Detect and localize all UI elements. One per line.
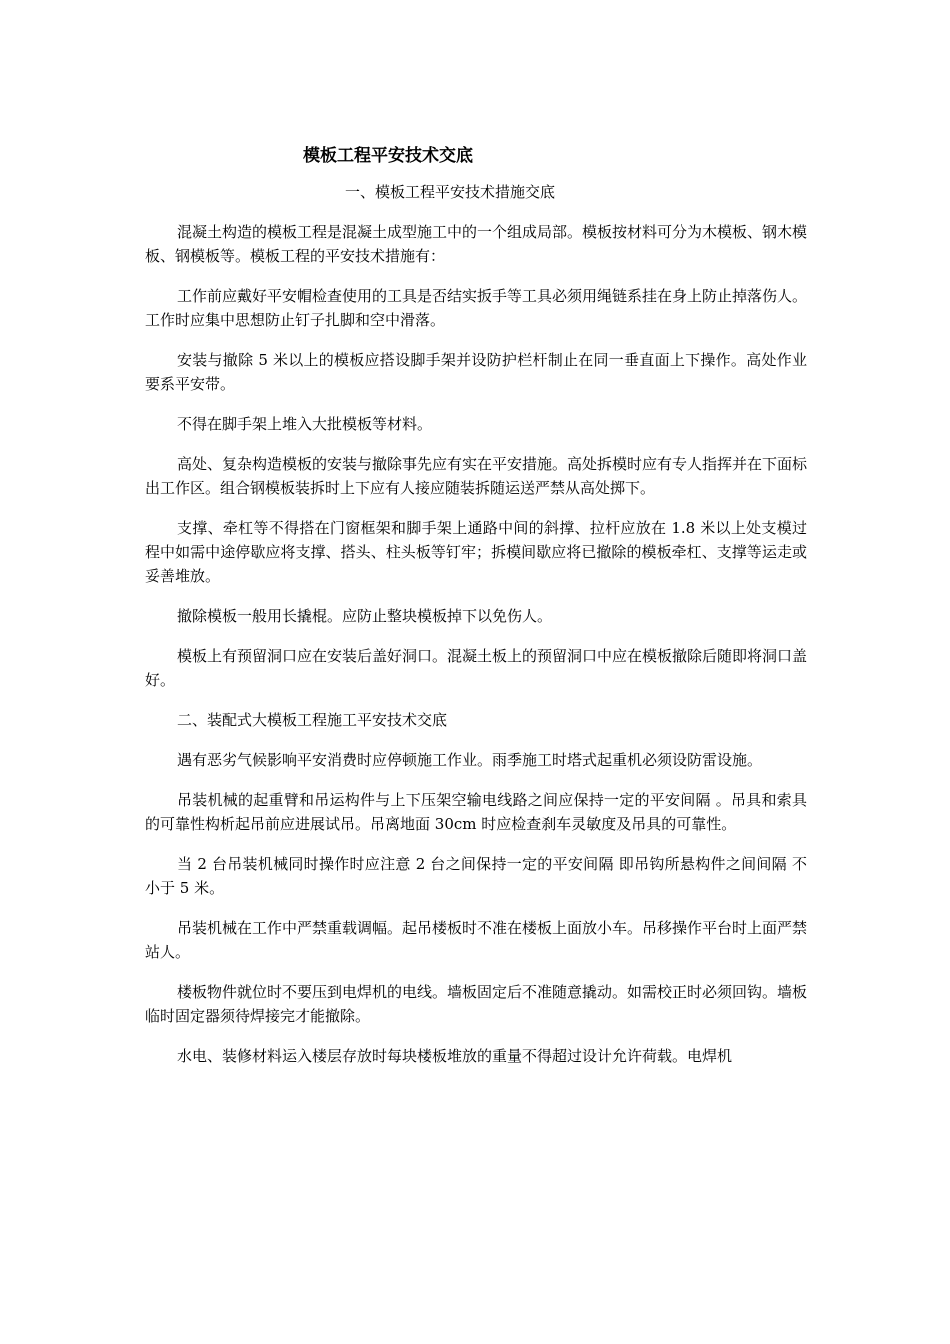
paragraph: 不得在脚手架上堆入大批模板等材料。 (177, 415, 433, 433)
paragraph: 混凝土构造的模板工程是混凝土成型施工中的一个组成局部。模板按材料可分为木模板、钢木模板、钢模板等。模板工程的平安技术措施有： (145, 223, 808, 265)
paragraph: 高处、复杂构造模板的安装与撤除事先应有实在平安措施。高处拆模时应有专人指挥并在下面标出工作区。组合钢模板装拆时上下应有人接应随装拆随运送严禁从高处掷下。 (145, 455, 808, 497)
paragraph: 安装与撤除 5 米以上的模板应搭设脚手架并设防护栏杆制止在同一垂直面上下操作。高处作业要系平安带。 (145, 351, 807, 393)
paragraph: 吊装机械的起重臂和吊运构件与上下压架空输电线路之间应保持一定的平安间隔 。吊具和索具的可靠性构析起吊前应进展试吊。吊离地面 30cm 时应检查刹车灵敏度及吊具的可靠性。 (145, 791, 807, 833)
section-heading-2: 二、装配式大模板工程施工平安技术交底 (177, 711, 448, 729)
paragraph: 当 2 台吊装机械同时操作时应注意 2 台之间保持一定的平安间隔 即吊钩所悬构件之间间隔 不小于 5 米。 (145, 855, 807, 897)
paragraph: 遇有恶劣气候影响平安消费时应停顿施工作业。雨季施工时塔式起重机必须设防雷设施。 (177, 751, 763, 769)
document-title: 模板工程平安技术交底 (303, 146, 473, 166)
paragraph: 工作前应戴好平安帽检查使用的工具是否结实扳手等工具必须用绳链系挂在身上防止掉落伤人。工作时应集中思想防止钉子扎脚和空中滑落。 (145, 287, 808, 329)
paragraph: 撤除模板一般用长撬棍。应防止整块模板掉下以免伤人。 (177, 607, 553, 625)
paragraph: 模板上有预留洞口应在安装后盖好洞口。混凝土板上的预留洞口中应在模板撤除后随即将洞口盖好。 (145, 647, 808, 689)
section-heading-1: 一、模板工程平安技术措施交底 (345, 183, 556, 201)
paragraph: 吊装机械在工作中严禁重载调幅。起吊楼板时不准在楼板上面放小车。吊移操作平台时上面严禁站人。 (145, 919, 808, 961)
document-page (145, 140, 807, 1068)
paragraph: 水电、装修材料运入楼层存放时每块楼板堆放的重量不得超过设计允许荷载。电焊机 (177, 1047, 733, 1065)
paragraph: 支撑、牵杠等不得搭在门窗框架和脚手架上通路中间的斜撑、拉杆应放在 1.8 米以上处支模过程中如需中途停歇应将支撑、搭头、柱头板等钉牢；拆模间歇应将已撤除的模板牵杠、支撑等运走或妥善堆放。 (145, 519, 807, 585)
paragraph: 楼板物件就位时不要压到电焊机的电线。墙板固定后不准随意撬动。如需校正时必须回钩。墙板临时固定器须待焊接完才能撤除。 (145, 983, 808, 1025)
